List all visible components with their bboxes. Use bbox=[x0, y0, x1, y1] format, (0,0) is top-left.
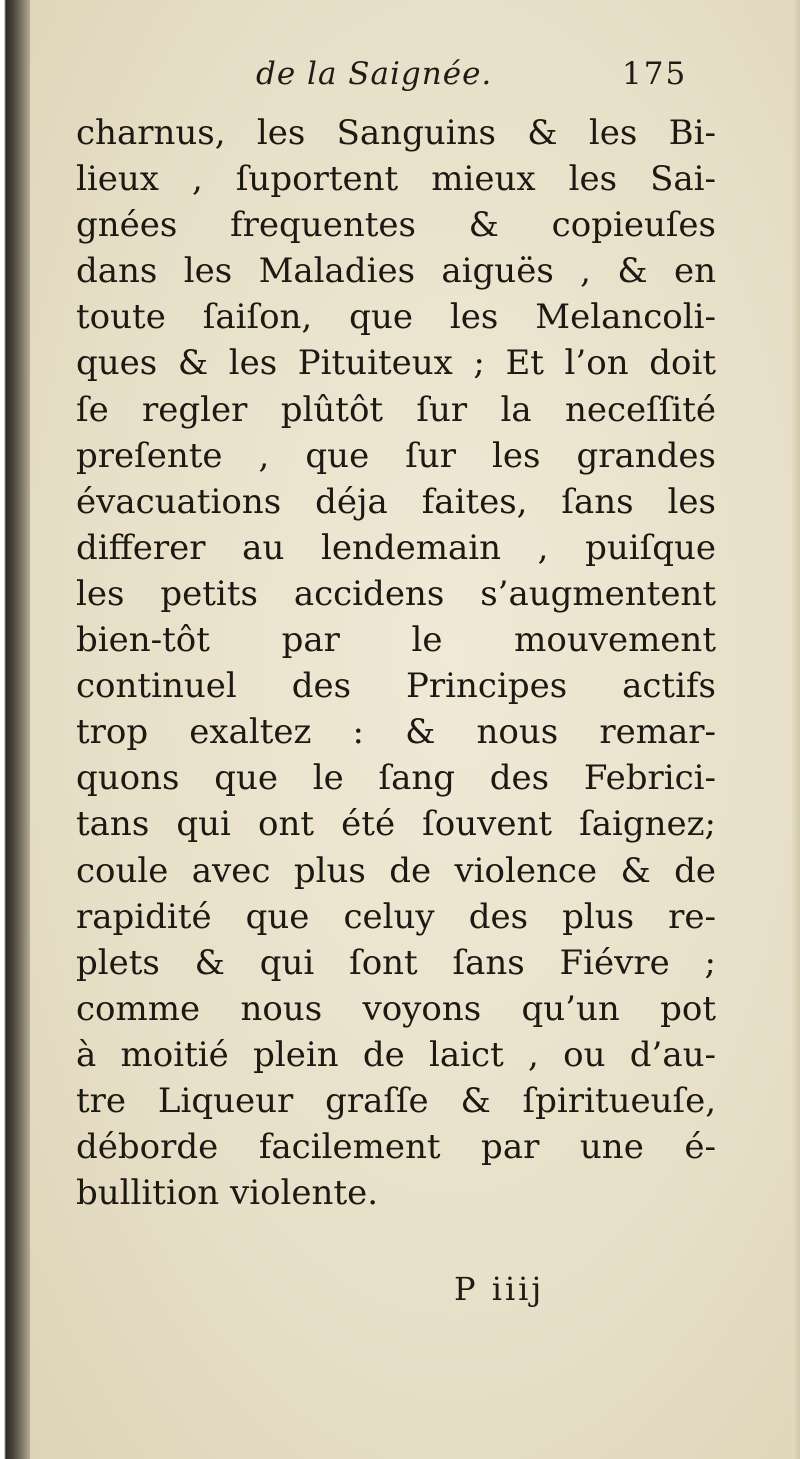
text-line: évacuations déja faites, ſans les bbox=[76, 481, 716, 522]
signature-mark: P iiij bbox=[454, 1270, 545, 1308]
text-line: les petits accidens s’augmentent bbox=[76, 573, 716, 614]
text-line: trop exaltez : & nous remar- bbox=[76, 712, 716, 753]
text-line: continuel des Principes actifs bbox=[76, 666, 716, 707]
text-line: ques & les Pituiteux ; Et l’on doit bbox=[76, 343, 716, 384]
text-line: tre Liqueur graſſe & ſpiritueuſe, bbox=[76, 1080, 716, 1121]
page-header bbox=[256, 56, 706, 106]
text-line: toute ſaiſon, que les Melancoli- bbox=[76, 297, 716, 338]
text-line: déborde facilement par une é- bbox=[76, 1127, 716, 1168]
text-line: tans qui ont été ſouvent ſaignez; bbox=[76, 804, 716, 845]
text-line: dans les Maladies aiguës , & en bbox=[76, 251, 716, 292]
text-line: differer au lendemain , puiſque bbox=[76, 527, 716, 568]
text-line: coule avec plus de violence & de bbox=[76, 850, 716, 891]
text-line: bien-tôt par le mouvement bbox=[76, 620, 716, 661]
text-line: lieux , ſuportent mieux les Sai- bbox=[76, 159, 716, 200]
page-number: 175 bbox=[622, 56, 688, 92]
text-line: preſente , que ſur les grandes bbox=[76, 435, 716, 476]
text-line: à moitié plein de laict , ou d’au- bbox=[76, 1034, 716, 1075]
text-line: ſe regler plûtôt ſur la neceſſité bbox=[76, 389, 716, 430]
body-text bbox=[76, 110, 716, 1216]
page-right-edge bbox=[792, 0, 800, 1459]
book-binding-edge bbox=[0, 0, 34, 1459]
text-line: plets & qui ſont ſans Fiévre ; bbox=[76, 942, 716, 983]
text-line: gnées frequentes & copieuſes bbox=[76, 205, 716, 246]
text-line: rapidité que celuy des plus re- bbox=[76, 896, 716, 937]
running-head: de la Saignée. bbox=[256, 56, 493, 92]
text-line: comme nous voyons qu’un pot bbox=[76, 988, 716, 1029]
text-line: charnus, les Sanguins & les Bi- bbox=[76, 113, 716, 153]
text-line-last: bullition violente. bbox=[76, 1173, 379, 1214]
text-line: quons que le ſang des Febrici- bbox=[76, 758, 716, 799]
